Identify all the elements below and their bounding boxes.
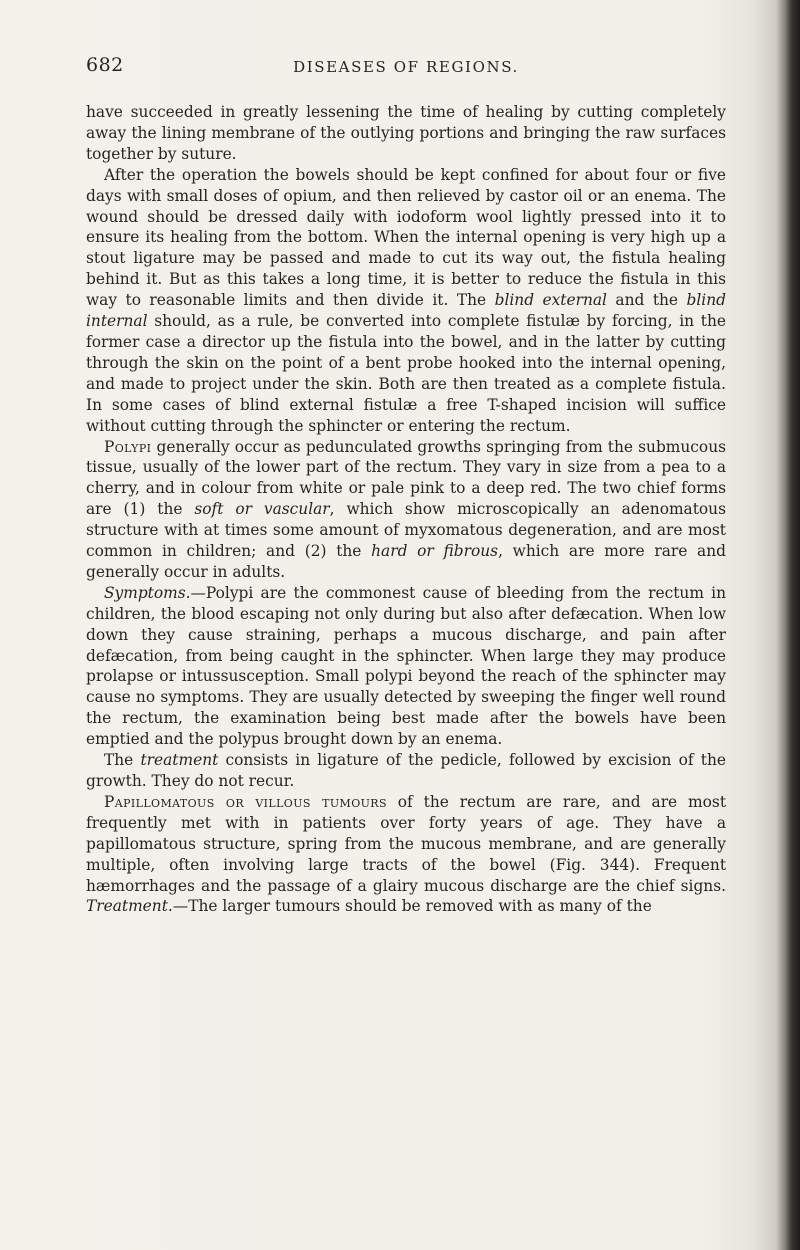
italic-term-treatment: treatment [140, 751, 219, 770]
paragraph-suture [86, 102, 726, 165]
italic-term-blind-internal: blind internal [86, 291, 726, 331]
text-run: have succeeded in greatly lessening the time of healing by cutting completely away the lining membrane of the outlying portions and bringing the raw surfaces together by suture. [86, 103, 726, 163]
text-run: of the rectum are rare, and are most frequently met with in patients over forty years of age. They have a papillomatous structure, spring from the mucous membrane, and are generally multiple, often involving large tracts of the bowel (Fig. 344). Frequent hæmorrhages and the passage of a glairy mucous discharge are the chief signs. [86, 792, 726, 895]
paragraph-symptoms [86, 583, 726, 750]
text-run: , which show microscopically an adenomatous structure with at times some amount of myxomatous degeneration, and are most common in children; and (2) the [86, 500, 726, 561]
text-run: After the operation the bowels should be kept confined for about four or five days with small doses of opium, and then relieved by castor oil or an enema. The wound should be dressed daily with iodoform wool lightly pressed into it to ensure its healing from the bottom. When the internal opening is very high up a stout ligature may be passed and made to cut its way out, the fistula healing behind it. But as this takes a long time, it is better to reduce the fistula in this way to reasonable limits and then divide it. The [86, 165, 726, 310]
text-run: should, as a rule, be converted into complete fistulæ by forcing, in the former case a director up the fistula into the bowel, and in the latter by cutting through the skin on the point of a bent probe hooked into the internal opening, and made to project under the skin. Both are then treated as a complete fistula. In some cases of blind external fistulæ a free T-shaped incision will suffice without cutting through the sphincter or entering the rectum. [86, 312, 726, 435]
text-run: and the [606, 291, 687, 310]
paragraph-after-operation [86, 165, 726, 437]
italic-heading-treatment: Treatment. [86, 897, 173, 916]
paragraph-treatment [86, 750, 726, 792]
text-run: generally occur as pedunculated growths springing from the submucous tissue, usually of the lower part of the rectum. They vary in size from a pea to a cherry, and in colour from white or pale pink to a deep red. The two chief forms are (1) the [86, 437, 726, 519]
paragraph-papillomatous [86, 792, 726, 917]
text-run: —Polypi are the commonest cause of bleeding from the rectum in children, the blood escaping not only during but also after defæcation. When low down they cause straining, perhaps a mucous discharge, and pain after defæcation, from being caught in the sphincter. When large they may produce prolapse or intussusception. Small polypi beyond the reach of the sphincter may cause no symptoms. They are usually detected by sweeping the finger well round the rectum, the examination being best made after the bowels have been emptied and the polypus brought down by an enema. [86, 583, 726, 749]
running-head: DISEASES OF REGIONS. [293, 58, 519, 76]
text-run: —The larger tumours should be removed with as many of the [172, 897, 652, 916]
italic-heading-symptoms: Symptoms. [104, 583, 191, 602]
page-number: 682 [86, 54, 124, 76]
paragraph-polypi [86, 437, 726, 583]
book-binding-edge [786, 0, 800, 1250]
text-run: The [104, 751, 141, 770]
italic-term-soft-vascular: soft or vascular [194, 500, 330, 519]
page-header [86, 54, 726, 80]
text-run: , which are more rare and generally occur in adults. [86, 542, 726, 581]
italic-term-blind-external: blind external [494, 291, 607, 310]
body-text [86, 102, 726, 917]
text-run: consists in ligature of the pedicle, followed by excision of the growth. They do not recur. [86, 751, 726, 790]
small-caps-heading-papillomatous: Papillomatous or villous tumours [104, 792, 387, 811]
small-caps-heading-polypi: Polypi [104, 437, 152, 456]
italic-term-hard-fibrous: hard or fibrous [371, 542, 499, 561]
